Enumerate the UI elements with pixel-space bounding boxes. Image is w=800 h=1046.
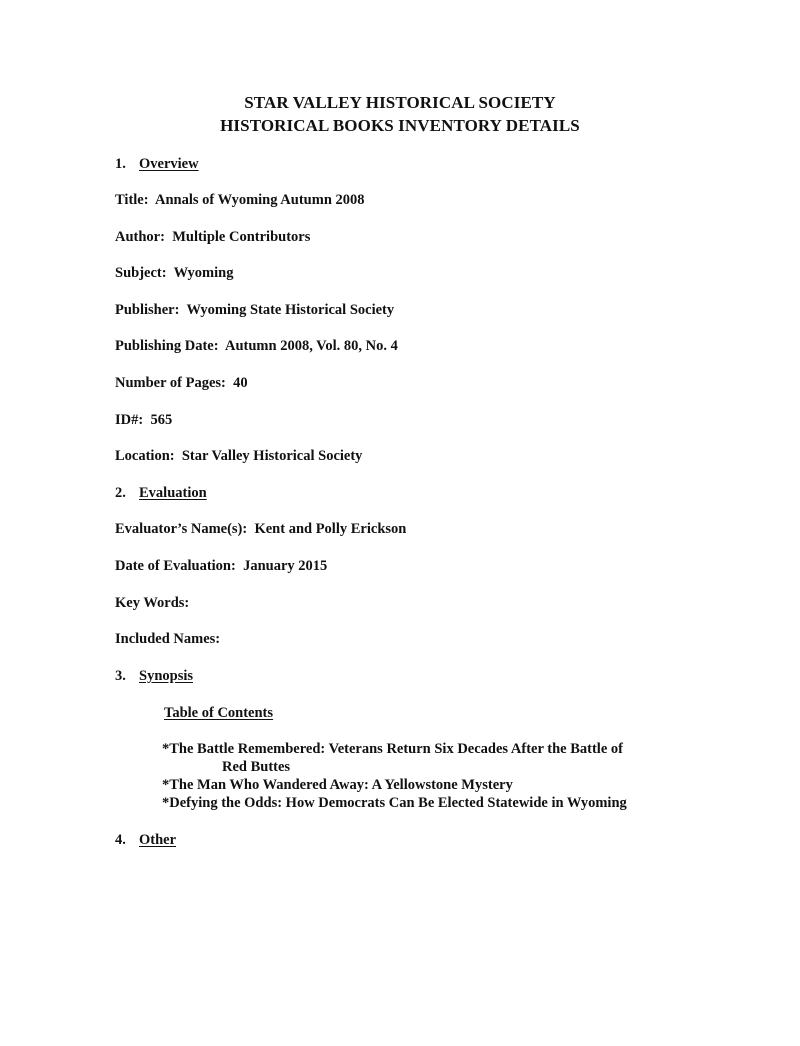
section-heading-evaluation	[115, 485, 207, 502]
section-heading-other	[115, 832, 176, 849]
field-label: Key Words:	[115, 595, 190, 611]
field-value: Kent and Polly Erickson	[254, 521, 407, 537]
section-heading-overview	[115, 156, 199, 173]
toc-item: *Defying the Odds: How Democrats Can Be Elected Statewide in Wyoming	[162, 795, 627, 811]
field-key-words	[115, 595, 189, 612]
field-label: Publishing Date:	[115, 338, 219, 354]
table-of-contents-title: Table of Contents	[164, 705, 274, 721]
field-value: January 2015	[243, 558, 328, 574]
field-label: Publisher:	[115, 302, 180, 318]
section-title: Evaluation	[139, 485, 207, 501]
document-title-line-1: STAR VALLEY HISTORICAL SOCIETY	[244, 93, 556, 112]
field-value: Wyoming State Historical Society	[186, 302, 395, 318]
field-id	[115, 412, 172, 429]
section-number: 2.	[115, 485, 126, 501]
field-value: Autumn 2008, Vol. 80, No. 4	[225, 338, 398, 354]
field-included-names	[115, 631, 220, 648]
toc-item-continuation: Red Buttes	[222, 759, 291, 775]
field-value: Star Valley Historical Society	[181, 448, 363, 464]
field-location	[115, 448, 362, 465]
field-label: Number of Pages:	[115, 375, 226, 391]
document-title-line-2: HISTORICAL BOOKS INVENTORY DETAILS	[220, 116, 580, 135]
field-label: Location:	[115, 448, 175, 464]
section-heading-synopsis	[115, 668, 193, 685]
field-label: Author:	[115, 229, 165, 245]
field-label: Title:	[115, 192, 149, 208]
field-value: Multiple Contributors	[172, 229, 311, 245]
section-title: Overview	[139, 156, 199, 172]
field-value: 565	[150, 412, 173, 428]
field-value: Annals of Wyoming Autumn 2008	[155, 192, 365, 208]
field-author	[115, 229, 310, 246]
section-number: 4.	[115, 832, 126, 848]
section-number: 3.	[115, 668, 126, 684]
field-label: Included Names:	[115, 631, 221, 647]
field-label: Date of Evaluation:	[115, 558, 236, 574]
field-evaluator-names	[115, 521, 406, 538]
field-label: ID#:	[115, 412, 144, 428]
field-date-of-evaluation	[115, 558, 327, 575]
field-subject	[115, 265, 233, 282]
field-title	[115, 192, 365, 209]
toc-item: *The Man Who Wandered Away: A Yellowstone Mystery	[162, 777, 513, 793]
field-value: 40	[233, 375, 248, 391]
field-publishing-date	[115, 338, 398, 355]
toc-item: *The Battle Remembered: Veterans Return Six Decades After the Battle of	[162, 741, 623, 757]
field-publisher	[115, 302, 394, 319]
field-number-of-pages	[115, 375, 248, 392]
field-value: Wyoming	[173, 265, 234, 281]
section-title: Synopsis	[139, 668, 194, 684]
section-title: Other	[139, 832, 177, 848]
section-number: 1.	[115, 156, 126, 172]
field-label: Subject:	[115, 265, 167, 281]
field-label: Evaluator’s Name(s):	[115, 521, 248, 537]
